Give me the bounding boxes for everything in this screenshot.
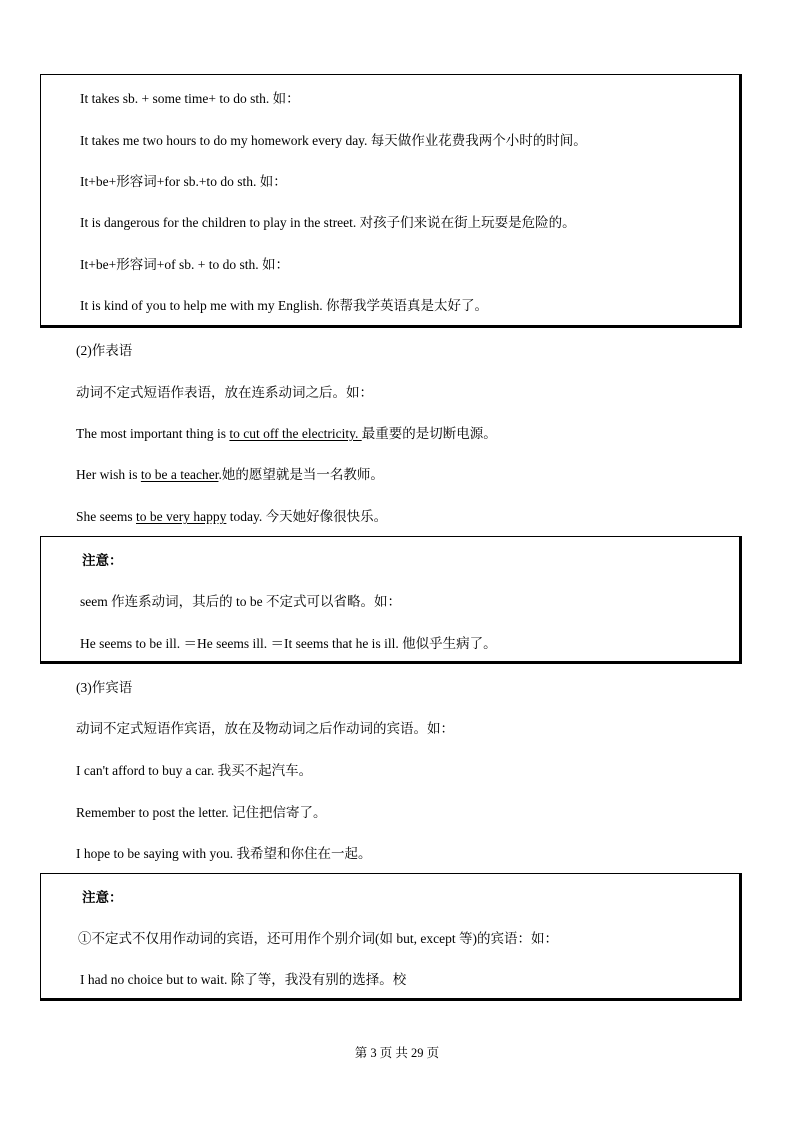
page-number: 第 3 页 共 29 页 bbox=[354, 1046, 440, 1060]
note-title: 注意： bbox=[82, 890, 123, 905]
underlined-phrase: to be very happy bbox=[136, 509, 227, 524]
section-intro-object: 动词不定式短语作宾语，放在及物动词之后作动词的宾语。如： bbox=[76, 721, 454, 736]
example-translation: today. 今天她好像很快乐。 bbox=[226, 509, 388, 524]
example-translation: .她的愿望就是当一名教师。 bbox=[218, 467, 384, 482]
example-sentence: I hope to be saying with you. 我希望和你住在一起。 bbox=[76, 846, 372, 861]
underlined-phrase: to be a teacher bbox=[140, 467, 219, 482]
pattern-example-3: It is kind of you to help me with my English. 你帮我学英语真是太好了。 bbox=[80, 298, 488, 313]
pattern-line-2: It+be+形容词+for sb.+to do sth. 如： bbox=[80, 174, 287, 189]
note-line: ①不定式不仅用作动词的宾语，还可用作个别介词(如 but, except 等)的宾语：如： bbox=[78, 931, 558, 946]
section-heading-object: (3)作宾语 bbox=[76, 680, 133, 695]
section-intro-predicative: 动词不定式短语作表语，放在连系动词之后。如： bbox=[76, 385, 373, 400]
pattern-example-1: It takes me two hours to do my homework every day. 每天做作业花费我两个小时的时间。 bbox=[80, 133, 587, 148]
example-sentence bbox=[76, 466, 384, 484]
note-example: I had no choice but to wait. 除了等，我没有别的选择。校 bbox=[80, 972, 407, 987]
example-sentence bbox=[76, 508, 387, 526]
note-title: 注意： bbox=[82, 553, 123, 568]
example-sentence: Remember to post the letter. 记住把信寄了。 bbox=[76, 805, 327, 820]
underlined-phrase: to cut off the electricity. bbox=[229, 426, 362, 441]
sentence-pattern-box bbox=[40, 74, 742, 328]
pattern-example-2: It is dangerous for the children to play in the street. 对孩子们来说在街上玩耍是危险的。 bbox=[80, 215, 576, 230]
example-text: Her wish is bbox=[76, 467, 141, 482]
pattern-line-1: It takes sb. + some time+ to do sth. 如： bbox=[80, 91, 300, 106]
example-text: She seems bbox=[76, 509, 136, 524]
note-line: seem 作连系动词，其后的 to be 不定式可以省略。如： bbox=[80, 594, 401, 609]
example-sentence bbox=[76, 425, 497, 443]
example-translation: 最重要的是切断电源。 bbox=[361, 426, 497, 441]
section-heading-predicative: (2)作表语 bbox=[76, 343, 133, 358]
example-text: The most important thing is bbox=[76, 426, 230, 441]
note-example: He seems to be ill. ＝He seems ill. ＝It seems that he is ill. 他似乎生病了。 bbox=[80, 636, 497, 651]
example-sentence: I can't afford to buy a car. 我买不起汽车。 bbox=[76, 763, 313, 778]
pattern-line-3: It+be+形容词+of sb. + to do sth. 如： bbox=[80, 257, 289, 272]
